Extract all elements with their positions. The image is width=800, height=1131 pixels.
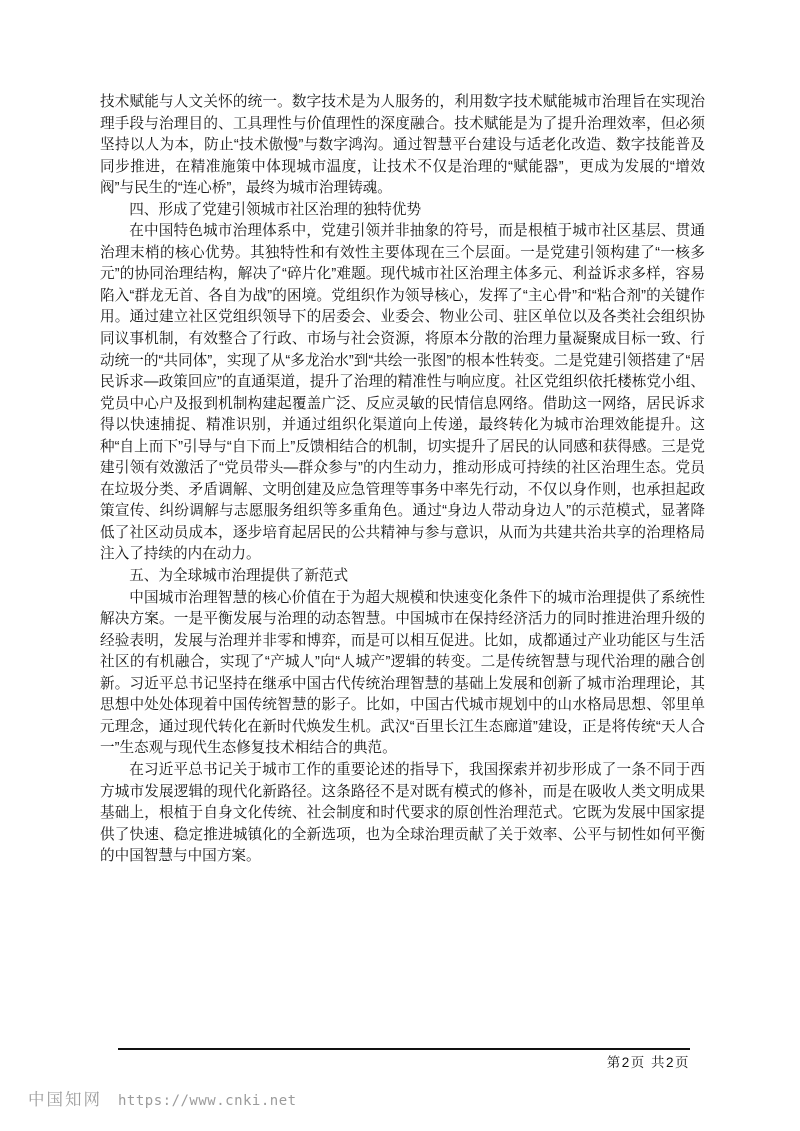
cnki-url-text: https://www.cnki.net xyxy=(118,1093,297,1109)
cnki-brand-label: 中国知网 xyxy=(28,1090,102,1109)
footer-divider-line xyxy=(118,1048,690,1050)
paragraph-closing: 在习近平总书记关于城市工作的重要论述的指导下，我国探索并初步形成了一条不同于西方城市发展逻辑的现代化新路径。这条路径不是对既有模式的修补，而是在吸收人类文明成果基础上，根植于自身文化传统、社会制度和时代要求的原创性治理范式。它既为发展中国家提供了快速、稳定推进城镇化的全新选项，也为全球治理贡献了关于效率、公平与韧性如何平衡的中国智慧与中国方案。 xyxy=(100,761,705,865)
section-heading-5: 五、为全球城市治理提供了新范式 xyxy=(129,568,349,585)
paragraph-section-4: 在中国特色城市治理体系中，党建引领并非抽象的符号，而是根植于城市社区基层、贯通治理末梢的核心优势。其独特性和有效性主要体现在三个层面。一是党建引领构建了“一核多元”的协同治理结构，解决了“碎片化”难题。现代城市社区治理主体多元、利益诉求多样，容易陷入“群龙无首、各自为战”的困境。党组织作为领导核心，发挥了“主心骨”和“粘合剂”的关键作用。通过建立社区党组织领导下的居委会、业委会、物业公司、驻区单位以及各类社会组织协同议事机制，有效整合了行政、市场与社会资源，将原本分散的治理力量凝聚成目标一致、行动统一的“共同体”，实现了从“多龙治水”到“共绘一张图”的根本性转变。二是党建引领搭建了“居民诉求—政策回应”的直通渠道，提升了治理的精准性与响应度。社区党组织依托楼栋党小组、党员中心户及报到机制构建起覆盖广泛、反应灵敏的民情信息网络。借助这一网络，居民诉求得以快速捕捉、精准识别，并通过组织化渠道向上传递，最终转化为城市治理效能提升。这种“自上而下”引导与“自下而上”反馈相结合的机制，切实提升了居民的认同感和获得感。三是党建引领有效激活了“党员带头—群众参与”的内生动力，推动形成可持续的社区治理生态。党员在垃圾分类、矛盾调解、文明创建及应急管理等事务中率先行动，不仅以身作则，也承担起政策宣传、纠纷调解与志愿服务组织等多重角色。通过“身边人带动身边人”的示范模式，显著降低了社区动员成本，逐步培育起居民的公共精神与参与意识，从而为共建共治共享的治理格局注入了持续的内在动力。 xyxy=(100,223,705,563)
paragraph-continuation: 技术赋能与人文关怀的统一。数字技术是为人服务的，利用数字技术赋能城市治理旨在实现治理手段与治理目的、工具理性与价值理性的深度融合。技术赋能是为了提升治理效率，但必须坚持以人为本，防止“技术傲慢”与数字鸿沟。通过智慧平台建设与适老化改造、数字技能普及同步推进，在精准施策中体现城市温度，让技术不仅是治理的“赋能器”，更成为发展的“增效阀”与民生的“连心桥”，最终为城市治理铸魂。 xyxy=(100,94,705,197)
document-body xyxy=(100,92,705,868)
page-number-indicator: 第2页 共2页 xyxy=(606,1055,690,1070)
paragraph-section-5: 中国城市治理智慧的核心价值在于为超大规模和快速变化条件下的城市治理提供了系统性解决方案。一是平衡发展与治理的动态智慧。中国城市在保持经济活力的同时推进治理升级的经验表明，发展与治理并非零和博弈，而是可以相互促进。比如，成都通过产业功能区与生活社区的有机融合，实现了“产城人”向“人城产”逻辑的转变。二是传统智慧与现代治理的融合创新。习近平总书记坚持在继承中国古代传统治理智慧的基础上发展和创新了城市治理理论，其思想中处处体现着中国传统智慧的影子。比如，中国古代城市规划中的山水格局思想、邻里单元理念，通过现代转化在新时代焕发生机。武汉“百里长江生态廊道”建设，正是将传统“天人合一”生态观与现代生态修复技术相结合的典范。 xyxy=(100,589,705,757)
cnki-watermark xyxy=(28,1086,297,1110)
section-heading-4: 四、形成了党建引领城市社区治理的独特优势 xyxy=(129,201,422,218)
